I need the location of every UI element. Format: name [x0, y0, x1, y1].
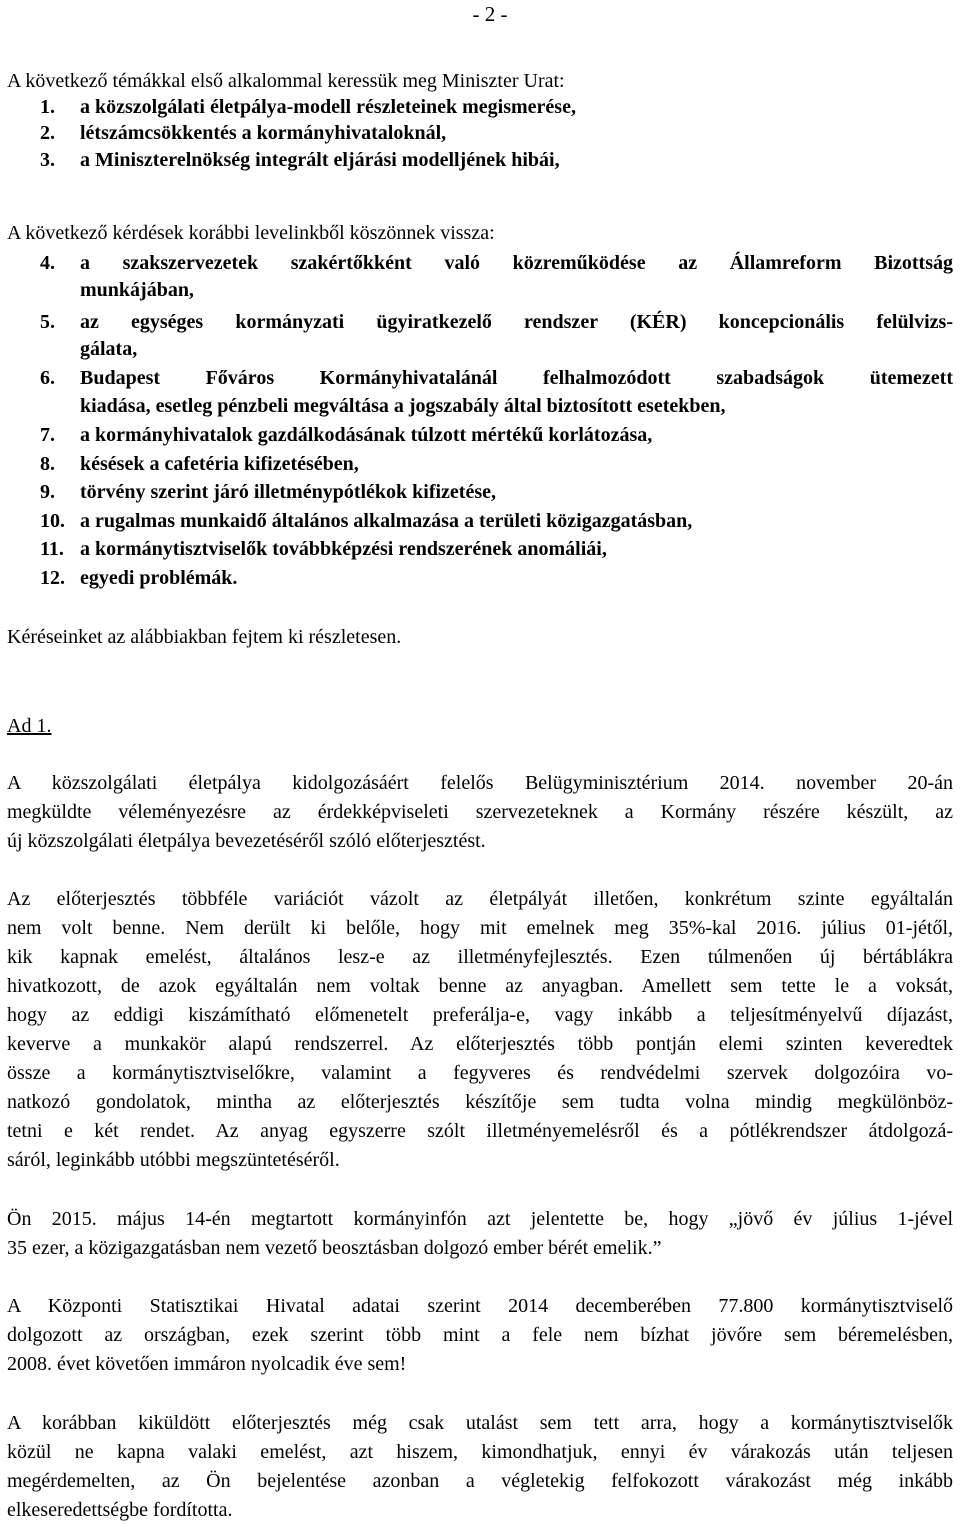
- list-item-number: 11.: [40, 538, 64, 560]
- list-item-text: egyedi problémák.: [80, 567, 238, 589]
- intro-text: A következő kérdések korábbi levelinkből köszönnek vissza:: [7, 222, 495, 244]
- paragraph-line: össze a kormánytisztviselőkre, valamint a fegyveres és rendvédelmi szervek dolgozóira vo-: [7, 1062, 953, 1084]
- paragraph-line: hivatkozott, de azok egyáltalán nem voltak benne az anyagban. Amellett sem tette le a voksát,: [7, 975, 953, 997]
- closing-text: Kéréseinket az alábbiakban fejtem ki részletesen.: [7, 626, 402, 648]
- paragraph-line: sáról, leginkább utóbbi megszüntetéséről.: [7, 1149, 340, 1171]
- paragraph-line: kik kapnak emelést, általános lesz-e az illetményfejlesztés. Ezen túlmenően új bértáblákra: [7, 946, 953, 968]
- list-item-text: törvény szerint járó illetménypótlékok kifizetése,: [80, 481, 497, 503]
- paragraph-line: dolgozott az országban, ezek szerint több mint a fele nem bízhat jövőre sem béremelésben,: [7, 1324, 953, 1346]
- paragraph-line: új közszolgálati életpálya bevezetéséről szóló előterjesztést.: [7, 830, 486, 852]
- paragraph-line: nem volt benne. Nem derült ki belőle, hogy mit emelnek meg 35%-kal 2016. július 01-jétől,: [7, 917, 953, 939]
- paragraph-line: natkozó gondolatok, mintha az előterjesztés készítője sem tudta volna mindig megkülönböz-: [7, 1091, 953, 1113]
- list-item-number: 7.: [40, 424, 55, 446]
- list-item-text: a rugalmas munkaidő általános alkalmazása a területi közigazgatásban,: [80, 510, 693, 532]
- list-item-text: a közszolgálati életpálya-modell részleteinek megismerése,: [80, 96, 576, 118]
- paragraph-line: hogy az eddigi kiszámítható előmenetelt preferálja-e, vagy inkább a teljesítményelvű díjazást,: [7, 1004, 953, 1026]
- list-item-number: 3.: [40, 149, 55, 171]
- list-item-text: Budapest Főváros Kormányhivatalánál felhalmozódott szabadságok ütemezett: [80, 367, 953, 389]
- paragraph-line: Ön 2015. május 14-én megtartott kormányinfón azt jelentette be, hogy „jövő év július 1-jével: [7, 1208, 953, 1230]
- list-item-number: 5.: [40, 311, 55, 333]
- list-item-number: 9.: [40, 481, 55, 503]
- list-item-text: gálata,: [80, 338, 138, 360]
- list-item-number: 8.: [40, 453, 55, 475]
- list-item-text: az egységes kormányzati ügyiratkezelő rendszer (KÉR) koncepcionális felülvizs-: [80, 311, 953, 333]
- list-item-text: késések a cafetéria kifizetésében,: [80, 453, 359, 475]
- paragraph-line: megküldte véleményezésre az érdekképviseleti szervezeteknek a Kormány részére készült, az: [7, 801, 953, 823]
- list-item-number: 4.: [40, 252, 55, 274]
- paragraph-line: A korábban kiküldött előterjesztés még csak utalást sem tett arra, hogy a kormánytisztviselők: [7, 1412, 953, 1434]
- list-item-number: 12.: [40, 567, 65, 589]
- paragraph-line: megérdemelten, az Ön bejelentése azonban a végletekig felfokozott várakozást még inkább: [7, 1470, 953, 1492]
- paragraph-line: elkeseredettségbe fordította.: [7, 1499, 233, 1521]
- paragraph-line: A közszolgálati életpálya kidolgozásáért felelős Belügyminisztérium 2014. november 20-án: [7, 772, 953, 794]
- paragraph-line: A Központi Statisztikai Hivatal adatai szerint 2014 decemberében 77.800 kormánytisztviselő: [7, 1295, 953, 1317]
- list-item-text: a Miniszterelnökség integrált eljárási modelljének hibái,: [80, 149, 560, 171]
- paragraph-line: 35 ezer, a közigazgatásban nem vezető beosztásban dolgozó ember bérét emelik.”: [7, 1237, 662, 1259]
- list-item-text: a kormánytisztviselők továbbképzési rendszerének anomáliái,: [80, 538, 607, 560]
- paragraph-line: közül ne kapna valaki emelést, azt hiszem, kimondhatjuk, ennyi év várakozás után teljesen: [7, 1441, 953, 1463]
- list-item-number: 2.: [40, 122, 55, 144]
- list-item-number: 6.: [40, 367, 55, 389]
- list-item-text: munkájában,: [80, 279, 194, 301]
- list-item-text: létszámcsökkentés a kormányhivataloknál,: [80, 122, 447, 144]
- list-item-text: a szakszervezetek szakértőkként való közreműködése az Államreform Bizottság: [80, 252, 953, 274]
- section-heading: Ad 1.: [7, 715, 52, 737]
- intro-text: A következő témákkal első alkalommal keressük meg Miniszter Urat:: [7, 70, 565, 92]
- paragraph-line: 2008. évet követően immáron nyolcadik éve sem!: [7, 1353, 407, 1375]
- list-item-text: a kormányhivatalok gazdálkodásának túlzott mértékű korlátozása,: [80, 424, 653, 446]
- paragraph-line: tetni e két rendet. Az anyag egyszerre szólt illetményemelésről és a pótlékrendszer átdolgozá-: [7, 1120, 953, 1142]
- list-item-number: 1.: [40, 96, 55, 118]
- page-number: - 2 -: [472, 2, 508, 26]
- paragraph-line: keverve a munkakör alapú rendszerrel. Az előterjesztés több pontján elemi szinten keveredtek: [7, 1033, 953, 1055]
- list-item-text: kiadása, esetleg pénzbeli megváltása a jogszabály által biztosított esetekben,: [80, 395, 726, 417]
- paragraph-line: Az előterjesztés többféle variációt vázolt az életpályát illetően, konkrétum szinte egyáltalán: [7, 888, 953, 910]
- list-item-number: 10.: [40, 510, 65, 532]
